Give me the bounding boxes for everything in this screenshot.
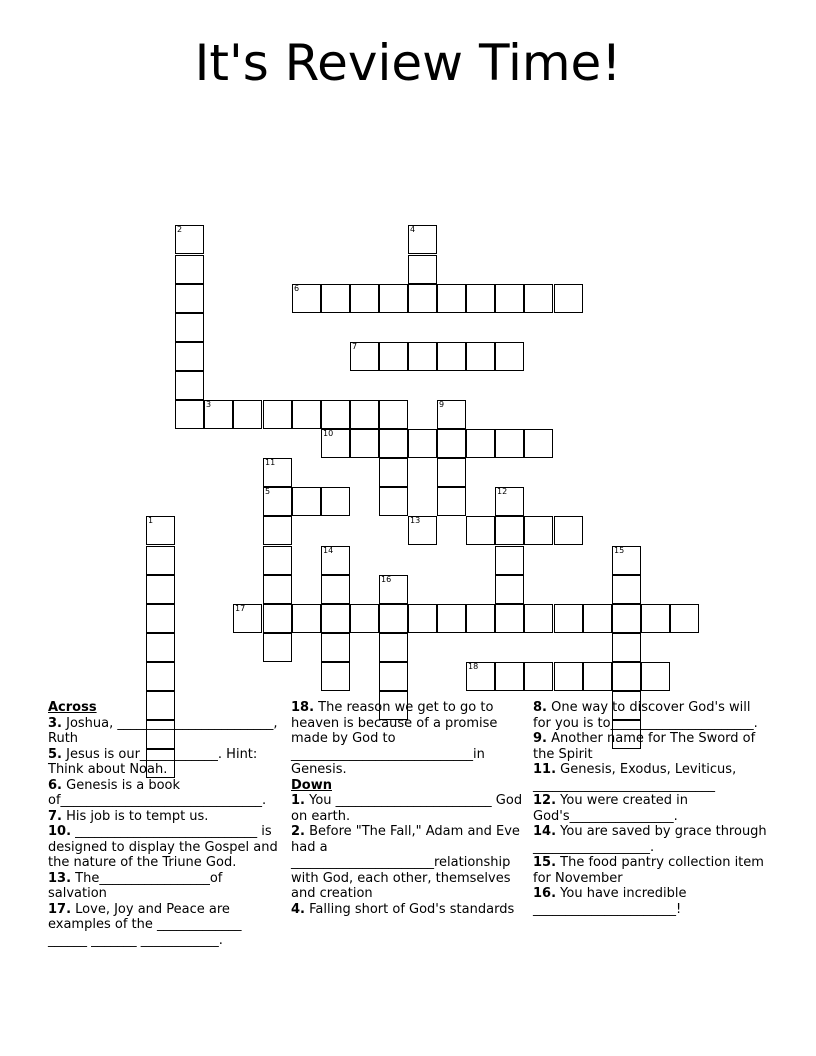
cell-number: 1 [148, 516, 154, 525]
clue-number: 14. [533, 824, 557, 839]
crossword-cell[interactable] [175, 400, 204, 429]
crossword-cell[interactable] [263, 604, 292, 633]
cell-number: 6 [294, 284, 300, 293]
crossword-cell[interactable] [321, 633, 350, 662]
cell-number: 13 [410, 516, 421, 525]
cell-number: 12 [497, 487, 508, 496]
clue-across-3 [48, 716, 280, 747]
crossword-cell[interactable] [583, 604, 612, 633]
clue-across-10 [48, 824, 280, 871]
crossword-cell[interactable] [321, 575, 350, 604]
clue-down-11 [533, 762, 769, 793]
clue-down-12 [533, 793, 769, 824]
cell-number: 17 [235, 604, 246, 613]
clue-down-8 [533, 700, 769, 731]
crossword-cell[interactable] [612, 604, 641, 633]
crossword-cell[interactable] [495, 284, 524, 313]
crossword-cell[interactable] [641, 662, 670, 691]
crossword-cell[interactable] [408, 255, 437, 284]
clue-number: 16. [533, 886, 557, 901]
cell-number: 11 [265, 458, 276, 467]
clue-down-1 [291, 793, 527, 824]
crossword-cell[interactable] [146, 604, 175, 633]
crossword-cell[interactable] [175, 284, 204, 313]
crossword-cell[interactable] [466, 604, 495, 633]
crossword-cell[interactable] [263, 400, 292, 429]
clue-text: ____________________________ is designed to display the Gospel and the nature of the Triune God. [48, 824, 278, 870]
clue-down-2 [291, 824, 527, 902]
clue-down-4 [291, 902, 527, 918]
crossword-cell[interactable] [554, 284, 583, 313]
crossword-cell[interactable] [466, 284, 495, 313]
clue-column-3 [533, 700, 769, 917]
crossword-cell[interactable] [146, 633, 175, 662]
clue-text: The_________________of salvation [48, 870, 223, 901]
crossword-cell[interactable] [233, 400, 262, 429]
crossword-cell[interactable] [321, 662, 350, 691]
crossword-cell[interactable] [379, 575, 408, 604]
crossword-cell[interactable] [175, 313, 204, 342]
clue-down-15 [533, 855, 769, 886]
clue-number: 3. [48, 715, 62, 731]
crossword-cell[interactable] [175, 225, 204, 254]
crossword-cell[interactable] [146, 575, 175, 604]
crossword-cell[interactable] [466, 429, 495, 458]
crossword-cell[interactable] [146, 546, 175, 575]
clue-across-5 [48, 747, 280, 778]
crossword-cell[interactable] [437, 342, 466, 371]
crossword-cell[interactable] [292, 400, 321, 429]
crossword-cell[interactable] [466, 342, 495, 371]
crossword-cell[interactable] [350, 284, 379, 313]
crossword-cell[interactable] [437, 284, 466, 313]
crossword-cell[interactable] [495, 342, 524, 371]
crossword-cell[interactable] [175, 342, 204, 371]
clue-down-9 [533, 731, 769, 762]
crossword-cell[interactable] [495, 429, 524, 458]
crossword-cell[interactable] [612, 546, 641, 575]
crossword-cell[interactable] [350, 342, 379, 371]
clue-across-13 [48, 871, 280, 902]
crossword-cell[interactable] [495, 604, 524, 633]
crossword-cell[interactable] [175, 371, 204, 400]
crossword-cell[interactable] [321, 546, 350, 575]
crossword-cell[interactable] [175, 255, 204, 284]
clue-text: The food pantry collection item for November [533, 855, 764, 886]
clue-text: The reason we get to go to heaven is because of a promise made by God to ____________________________in Genesis. [291, 700, 498, 777]
crossword-cell[interactable] [612, 662, 641, 691]
crossword-cell[interactable] [670, 604, 699, 633]
crossword-cell[interactable] [321, 487, 350, 516]
cell-number: 4 [410, 225, 416, 234]
crossword-cell[interactable] [263, 487, 292, 516]
crossword-cell[interactable] [263, 546, 292, 575]
clue-number: 11. [533, 762, 557, 777]
crossword-cell[interactable] [495, 662, 524, 691]
crossword-cell[interactable] [437, 429, 466, 458]
crossword-cell[interactable] [263, 633, 292, 662]
clue-number: 5. [48, 746, 62, 762]
crossword-cell[interactable] [554, 662, 583, 691]
crossword-cell[interactable] [292, 284, 321, 313]
crossword-cell[interactable] [263, 575, 292, 604]
clue-number: 1. [291, 793, 305, 808]
crossword-cell[interactable] [321, 284, 350, 313]
clue-text: You are saved by grace through __________________. [533, 824, 767, 855]
clue-number: 9. [533, 731, 547, 746]
crossword-cell[interactable] [495, 516, 524, 545]
clue-across-18 [291, 700, 527, 778]
cell-number: 14 [323, 546, 334, 555]
crossword-cell[interactable] [379, 604, 408, 633]
clue-text: Another name for The Sword of the Spirit [533, 731, 756, 762]
crossword-cell[interactable] [321, 604, 350, 633]
clue-number: 17. [48, 901, 72, 917]
cell-number: 10 [323, 429, 334, 438]
crossword-cell[interactable] [495, 575, 524, 604]
crossword-cell[interactable] [292, 487, 321, 516]
clue-number: 2. [291, 824, 305, 839]
crossword-cell[interactable] [408, 225, 437, 254]
crossword-cell[interactable] [233, 604, 262, 633]
crossword-cell[interactable] [292, 604, 321, 633]
across-heading: Across [48, 700, 97, 715]
cell-number: 2 [177, 225, 183, 234]
clue-number: 8. [533, 700, 547, 715]
crossword-cell[interactable] [524, 516, 553, 545]
clue-text: You have incredible ______________________! [533, 886, 687, 917]
clue-text: You were created in God's________________. [533, 793, 689, 824]
cell-number: 3 [206, 400, 212, 409]
crossword-cell[interactable] [583, 662, 612, 691]
crossword-cell[interactable] [263, 516, 292, 545]
crossword-cell[interactable] [146, 662, 175, 691]
clue-text: Love, Joy and Peace are examples of the _____________ ______ _______ ____________. [48, 901, 242, 948]
cell-number: 18 [468, 662, 479, 671]
cell-number: 5 [265, 487, 271, 496]
clue-text: Jesus is our____________. Hint: Think about Noah. [48, 746, 258, 777]
crossword-cell[interactable] [524, 284, 553, 313]
clue-text: Before "The Fall," Adam and Eve had a ______________________relationship with God, each other, themselves and creation [291, 824, 520, 901]
clue-text: Genesis is a book of_______________________________. [48, 777, 267, 808]
clue-number: 7. [48, 808, 62, 824]
clue-down-14 [533, 824, 769, 855]
clue-text: His job is to tempt us. [61, 808, 209, 824]
crossword-cell[interactable] [437, 400, 466, 429]
cell-number: 16 [381, 575, 392, 584]
crossword-cell[interactable] [612, 633, 641, 662]
crossword-cell[interactable] [350, 400, 379, 429]
crossword-cell[interactable] [379, 662, 408, 691]
crossword-cell[interactable] [437, 487, 466, 516]
crossword-cell[interactable] [379, 342, 408, 371]
clue-text: You ________________________ God on earth. [291, 793, 523, 824]
crossword-cell[interactable] [612, 575, 641, 604]
clue-column-2 [291, 700, 527, 917]
crossword-cell[interactable] [379, 400, 408, 429]
clue-number: 18. [291, 700, 315, 715]
crossword-cell[interactable] [408, 516, 437, 545]
crossword-cell[interactable] [379, 284, 408, 313]
crossword-cell[interactable] [350, 604, 379, 633]
crossword-cell[interactable] [495, 546, 524, 575]
crossword-cell[interactable] [146, 516, 175, 545]
crossword-cell[interactable] [321, 400, 350, 429]
page-title: It's Review Time! [194, 34, 622, 92]
crossword-cell[interactable] [408, 342, 437, 371]
cell-number: 7 [352, 342, 358, 351]
clue-number: 6. [48, 777, 62, 793]
clue-text: Joshua, ________________________, Ruth [48, 715, 278, 746]
crossword-cell[interactable] [408, 429, 437, 458]
clue-across-17 [48, 902, 280, 949]
cell-number: 9 [439, 400, 445, 409]
clue-number: 15. [533, 855, 557, 870]
crossword-cell[interactable] [408, 284, 437, 313]
crossword-cell[interactable] [466, 516, 495, 545]
clue-text: One way to discover God's will for you is to______________________. [533, 700, 758, 731]
crossword-cell[interactable] [524, 662, 553, 691]
crossword-cell[interactable] [379, 429, 408, 458]
cell-number: 15 [614, 546, 625, 555]
crossword-cell[interactable] [437, 604, 466, 633]
crossword-cell[interactable] [379, 633, 408, 662]
crossword-cell[interactable] [524, 429, 553, 458]
clue-text: Falling short of God's standards [304, 901, 515, 917]
clue-down-16 [533, 886, 769, 917]
crossword-cell[interactable] [321, 429, 350, 458]
clue-number: 12. [533, 793, 557, 808]
clue-number: 13. [48, 870, 72, 886]
down-heading: Down [291, 777, 332, 793]
crossword-cell[interactable] [263, 458, 292, 487]
clue-across-7 [48, 809, 280, 825]
clue-number: 4. [291, 901, 305, 917]
crossword-cell[interactable] [554, 604, 583, 633]
clue-text: Genesis, Exodus, Leviticus, ____________________________ [533, 762, 737, 793]
crossword-cell[interactable] [641, 604, 670, 633]
crossword-cell[interactable] [408, 604, 437, 633]
crossword-cell[interactable] [495, 487, 524, 516]
clue-column-1 [48, 700, 280, 948]
crossword-cell[interactable] [554, 516, 583, 545]
crossword-cell[interactable] [466, 662, 495, 691]
crossword-cell[interactable] [379, 487, 408, 516]
crossword-cell[interactable] [379, 458, 408, 487]
clue-across-6 [48, 778, 280, 809]
crossword-cell[interactable] [350, 429, 379, 458]
clue-number: 10. [48, 824, 72, 839]
crossword-cell[interactable] [524, 604, 553, 633]
crossword-cell[interactable] [437, 458, 466, 487]
crossword-cell[interactable] [204, 400, 233, 429]
